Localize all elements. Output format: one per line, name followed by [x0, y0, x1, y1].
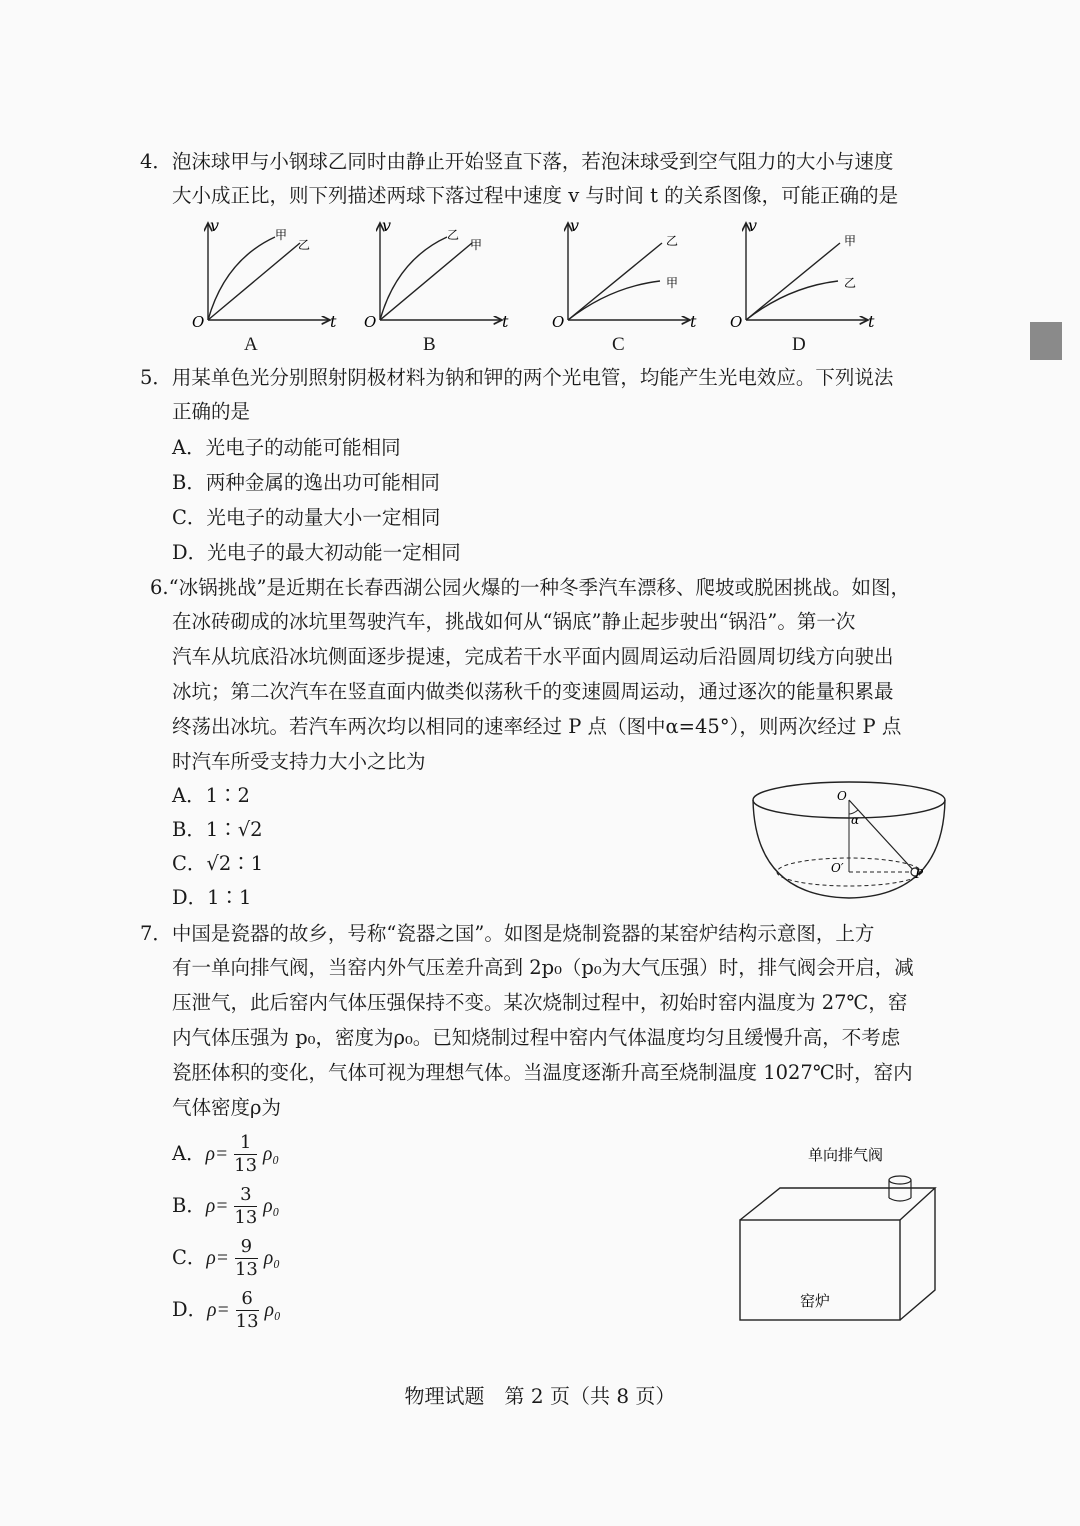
graph-b-line-label: 甲 — [470, 238, 483, 252]
q6-option-d: D．1∶1 — [172, 886, 252, 909]
q7-option-b — [172, 1184, 279, 1229]
q7-stem-line-4: 内气体压强为 p₀，密度为ρ₀。已知烧制过程中窑内气体温度均匀且缓慢升高，不考虑 — [172, 1026, 901, 1049]
q5-option-d: D．光电子的最大初动能一定相同 — [172, 541, 461, 564]
graph-d-line — [746, 243, 840, 320]
graph-b-curve-label: 乙 — [447, 228, 460, 242]
q7-option-d — [172, 1288, 281, 1333]
graph-c-t: t — [690, 312, 697, 331]
graph-a-t: t — [330, 312, 337, 331]
q6-stem-line-6: 时汽车所受支持力大小之比为 — [172, 750, 426, 773]
graph-a-curve-label: 甲 — [275, 228, 288, 242]
q7-option-c-letter: C． — [172, 1246, 207, 1269]
q7-option-a-rhs: ρ₀ — [263, 1144, 280, 1165]
q6-option-a: A．1∶2 — [172, 784, 250, 807]
kiln-figure — [730, 1140, 960, 1325]
q7-option-d-den: 13 — [235, 1311, 259, 1332]
q5-stem-line-2: 正确的是 — [172, 400, 251, 423]
q6-option-c: C．√2∶1 — [172, 852, 264, 875]
graph-d-label: D — [792, 334, 806, 355]
page-edge-tab — [1030, 322, 1062, 360]
graph-c-curve-label: 甲 — [666, 276, 679, 290]
graph-b-line — [380, 243, 472, 320]
q5-option-a: A．光电子的动能可能相同 — [172, 436, 401, 459]
kiln-top — [740, 1188, 935, 1220]
q7-stem-line-6: 气体密度ρ为 — [172, 1096, 281, 1119]
q5-option-b: B．两种金属的逸出功可能相同 — [172, 471, 440, 494]
q7-option-c-den: 13 — [234, 1259, 258, 1280]
q7-option-a-letter: A． — [172, 1142, 206, 1165]
q7-option-b-num: 3 — [234, 1184, 257, 1207]
q6-stem-line-4: 冰坑；第二次汽车在竖直面内做类似荡秋千的变速圆周运动，通过逐次的能量积累最 — [172, 680, 894, 703]
q7-option-c-rhs: ρ₀ — [263, 1248, 280, 1269]
graph-d-origin: O — [730, 313, 743, 331]
q7-option-b-den: 13 — [234, 1207, 258, 1228]
q6-stem-line-3: 汽车从坑底沿冰坑侧面逐步提速，完成若干水平面内圆周运动后沿圆周切线方向驶出 — [172, 645, 894, 668]
graph-b-t: t — [502, 312, 509, 331]
q7-option-a-den: 13 — [234, 1155, 258, 1176]
ice-pit-figure — [745, 778, 955, 903]
q7-option-a — [172, 1132, 279, 1177]
graph-a-origin: O — [192, 313, 205, 331]
radius-line — [849, 800, 915, 872]
graph-c-origin: O — [552, 313, 565, 331]
q7-stem-line-2: 有一单向排气阀，当窑内外气压差升高到 2p₀（p₀为大气压强）时，排气阀会开启，减 — [172, 956, 914, 979]
q6-stem-line-1: 6.“冰锅挑战”是近期在长春西湖公园火爆的一种冬季汽车漂移、爬坡或脱困挑战。如图， — [150, 576, 911, 599]
graph-c-line — [568, 243, 662, 320]
q5-stem-line-1: 5．用某单色光分别照射阴极材料为钠和钾的两个光电管，均能产生光电效应。下列说法 — [140, 366, 894, 389]
q7-option-c — [172, 1236, 280, 1281]
q5-option-c: C．光电子的动量大小一定相同 — [172, 506, 441, 529]
graph-c-v: v — [570, 216, 580, 235]
graph-d-t: t — [868, 312, 875, 331]
q7-option-d-lhs: ρ= — [207, 1300, 230, 1321]
graph-a-line-label: 乙 — [298, 238, 311, 252]
graph-c-label: C — [612, 334, 625, 355]
graph-c-line-label: 乙 — [666, 234, 679, 248]
graph-a-label: A — [244, 334, 258, 355]
kiln-label: 窑炉 — [800, 1292, 831, 1310]
fig-o: O — [837, 789, 847, 803]
graph-b — [364, 216, 509, 331]
graph-c — [552, 216, 697, 331]
graph-d — [730, 216, 875, 331]
graph-a-v: v — [210, 216, 220, 235]
q6-option-b: B．1∶√2 — [172, 818, 263, 841]
graph-b-v: v — [382, 216, 392, 235]
q7-option-b-lhs: ρ= — [205, 1196, 229, 1217]
fig-p: P — [915, 867, 924, 881]
graph-b-curve — [380, 237, 447, 320]
q7-stem-line-1: 7．中国是瓷器的故乡，号称“瓷器之国”。如图是烧制瓷器的某窑炉结构示意图，上方 — [140, 922, 875, 945]
valve-label: 单向排气阀 — [808, 1146, 884, 1164]
graph-d-curve-label: 乙 — [844, 276, 857, 290]
q7-option-c-num: 9 — [235, 1236, 258, 1259]
q7-option-a-num: 1 — [234, 1132, 257, 1155]
q4-stem-line-2: 大小成正比，则下列描述两球下落过程中速度 v 与时间 t 的关系图像，可能正确的是 — [172, 184, 899, 207]
q7-stem-line-5: 瓷胚体积的变化，气体可视为理想气体。当温度逐渐升高至烧制温度 1027℃时，窑内 — [172, 1061, 913, 1084]
graph-b-origin: O — [364, 313, 377, 331]
fig-o-prime: O′ — [831, 861, 844, 875]
q7-option-b-rhs: ρ₀ — [263, 1196, 280, 1217]
q7-option-a-lhs: ρ= — [205, 1144, 229, 1165]
page-footer: 物理试题 第 2 页（共 8 页） — [404, 1384, 676, 1408]
q6-stem-line-5: 终荡出冰坑。若汽车两次均以相同的速率经过 P 点（图中α=45°），则两次经过 P 点 — [172, 715, 902, 738]
q7-option-d-letter: D． — [172, 1298, 208, 1321]
graph-a-curve — [208, 237, 275, 320]
q7-option-d-rhs: ρ₀ — [264, 1300, 281, 1321]
graph-a — [192, 216, 337, 331]
graph-b-label: B — [423, 334, 436, 355]
graph-a-line — [208, 243, 300, 320]
q4-stem-line-1: 4．泡沫球甲与小钢球乙同时由静止开始竖直下落，若泡沫球受到空气阻力的大小与速度 — [140, 150, 894, 173]
graph-c-curve — [568, 281, 660, 320]
graph-d-line-label: 甲 — [844, 234, 857, 248]
q7-option-c-lhs: ρ= — [206, 1248, 229, 1269]
fig-alpha: α — [851, 813, 860, 827]
kiln-right — [900, 1188, 935, 1320]
q7-stem-line-3: 压泄气，此后窑内气体压强保持不变。某次烧制过程中，初始时窑内温度为 27℃，窑 — [172, 991, 908, 1014]
q7-option-b-letter: B． — [172, 1194, 206, 1217]
q7-option-d-num: 6 — [236, 1288, 259, 1311]
graph-d-curve — [746, 281, 838, 320]
graph-d-v: v — [748, 216, 758, 235]
q6-stem-line-2: 在冰砖砌成的冰坑里驾驶汽车，挑战如何从“锅底”静止起步驶出“锅沿”。第一次 — [172, 610, 856, 633]
